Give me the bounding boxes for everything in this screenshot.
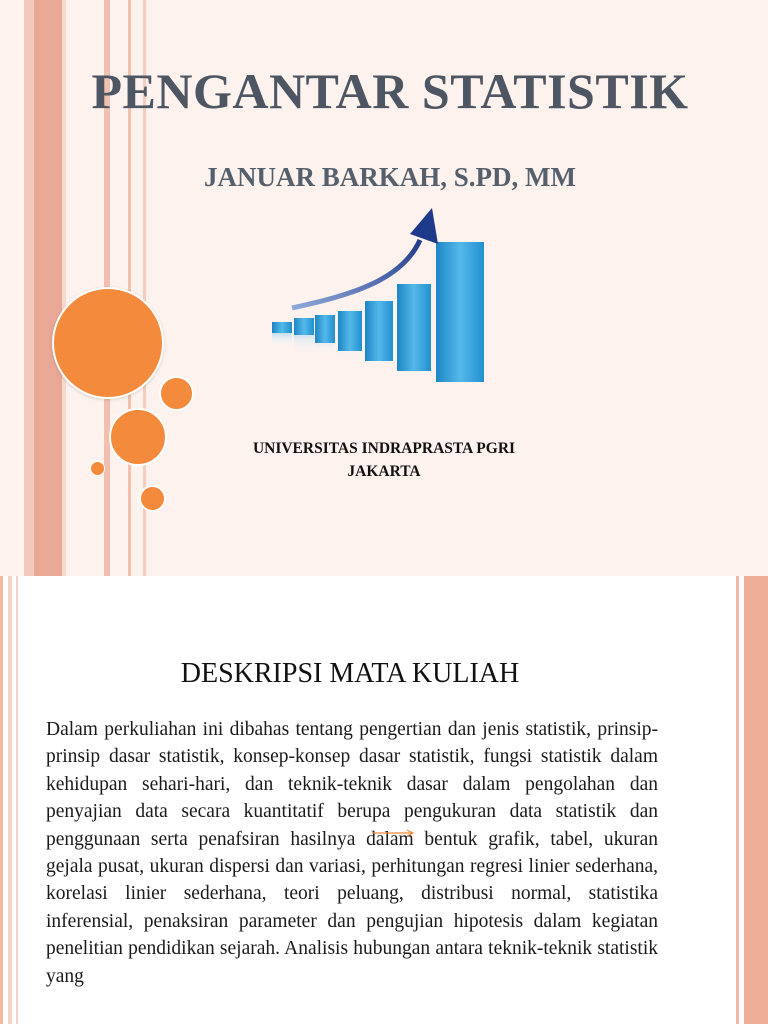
slide-title: DESKRIPSI MATA KULIAH <box>180 658 520 689</box>
decorative-circle <box>52 287 164 399</box>
decorative-stripe <box>16 576 18 1024</box>
course-description: Dalam perkuliahan ini dibahas tentang pengertian dan jenis statistik, prinsip-prinsip dasar statistik, konsep-konsep dasar statistik, fungsi statistik dalam kehidupan sehari-hari, dan teknik-teknik dasar dalam pengolahan dan penyajian data secara kuantitatif berupa pengukuran data statistik dan penggunaan serta penafsiran hasilnya dalam bentuk grafik, tabel, ukuran gejala pusat, ukuran dispersi dan variasi, perhitungan regresi linier sederhana, korelasi linier sederhana, teori peluang, distribusi normal, statistika inferensial, penaksiran parameter dan pengujian hipotesis dalam kegiatan penelitian pendidikan sejarah. Analisis hubungan antara teknik-teknik statistik yang <box>46 719 658 987</box>
university-line-2: JAKARTA <box>347 463 421 480</box>
decorative-circle <box>90 461 105 476</box>
decorative-stripe <box>744 576 768 1024</box>
decorative-circle <box>109 408 167 466</box>
decorative-stripe <box>8 576 12 1024</box>
description-slide <box>0 576 768 1024</box>
university-name <box>184 437 584 483</box>
arrow-icon <box>372 829 416 837</box>
decorative-stripe <box>0 576 3 1024</box>
author-name: JANUAR BARKAH, S.PD, MM <box>204 162 576 192</box>
growth-chart-illustration <box>262 200 522 395</box>
decorative-circle <box>159 376 194 411</box>
slide-title: PENGANTAR STATISTIK <box>91 63 689 119</box>
decorative-circle <box>139 485 166 512</box>
university-line-1: UNIVERSITAS INDRAPRASTA PGRI <box>252 440 516 457</box>
decorative-stripe <box>736 576 739 1024</box>
